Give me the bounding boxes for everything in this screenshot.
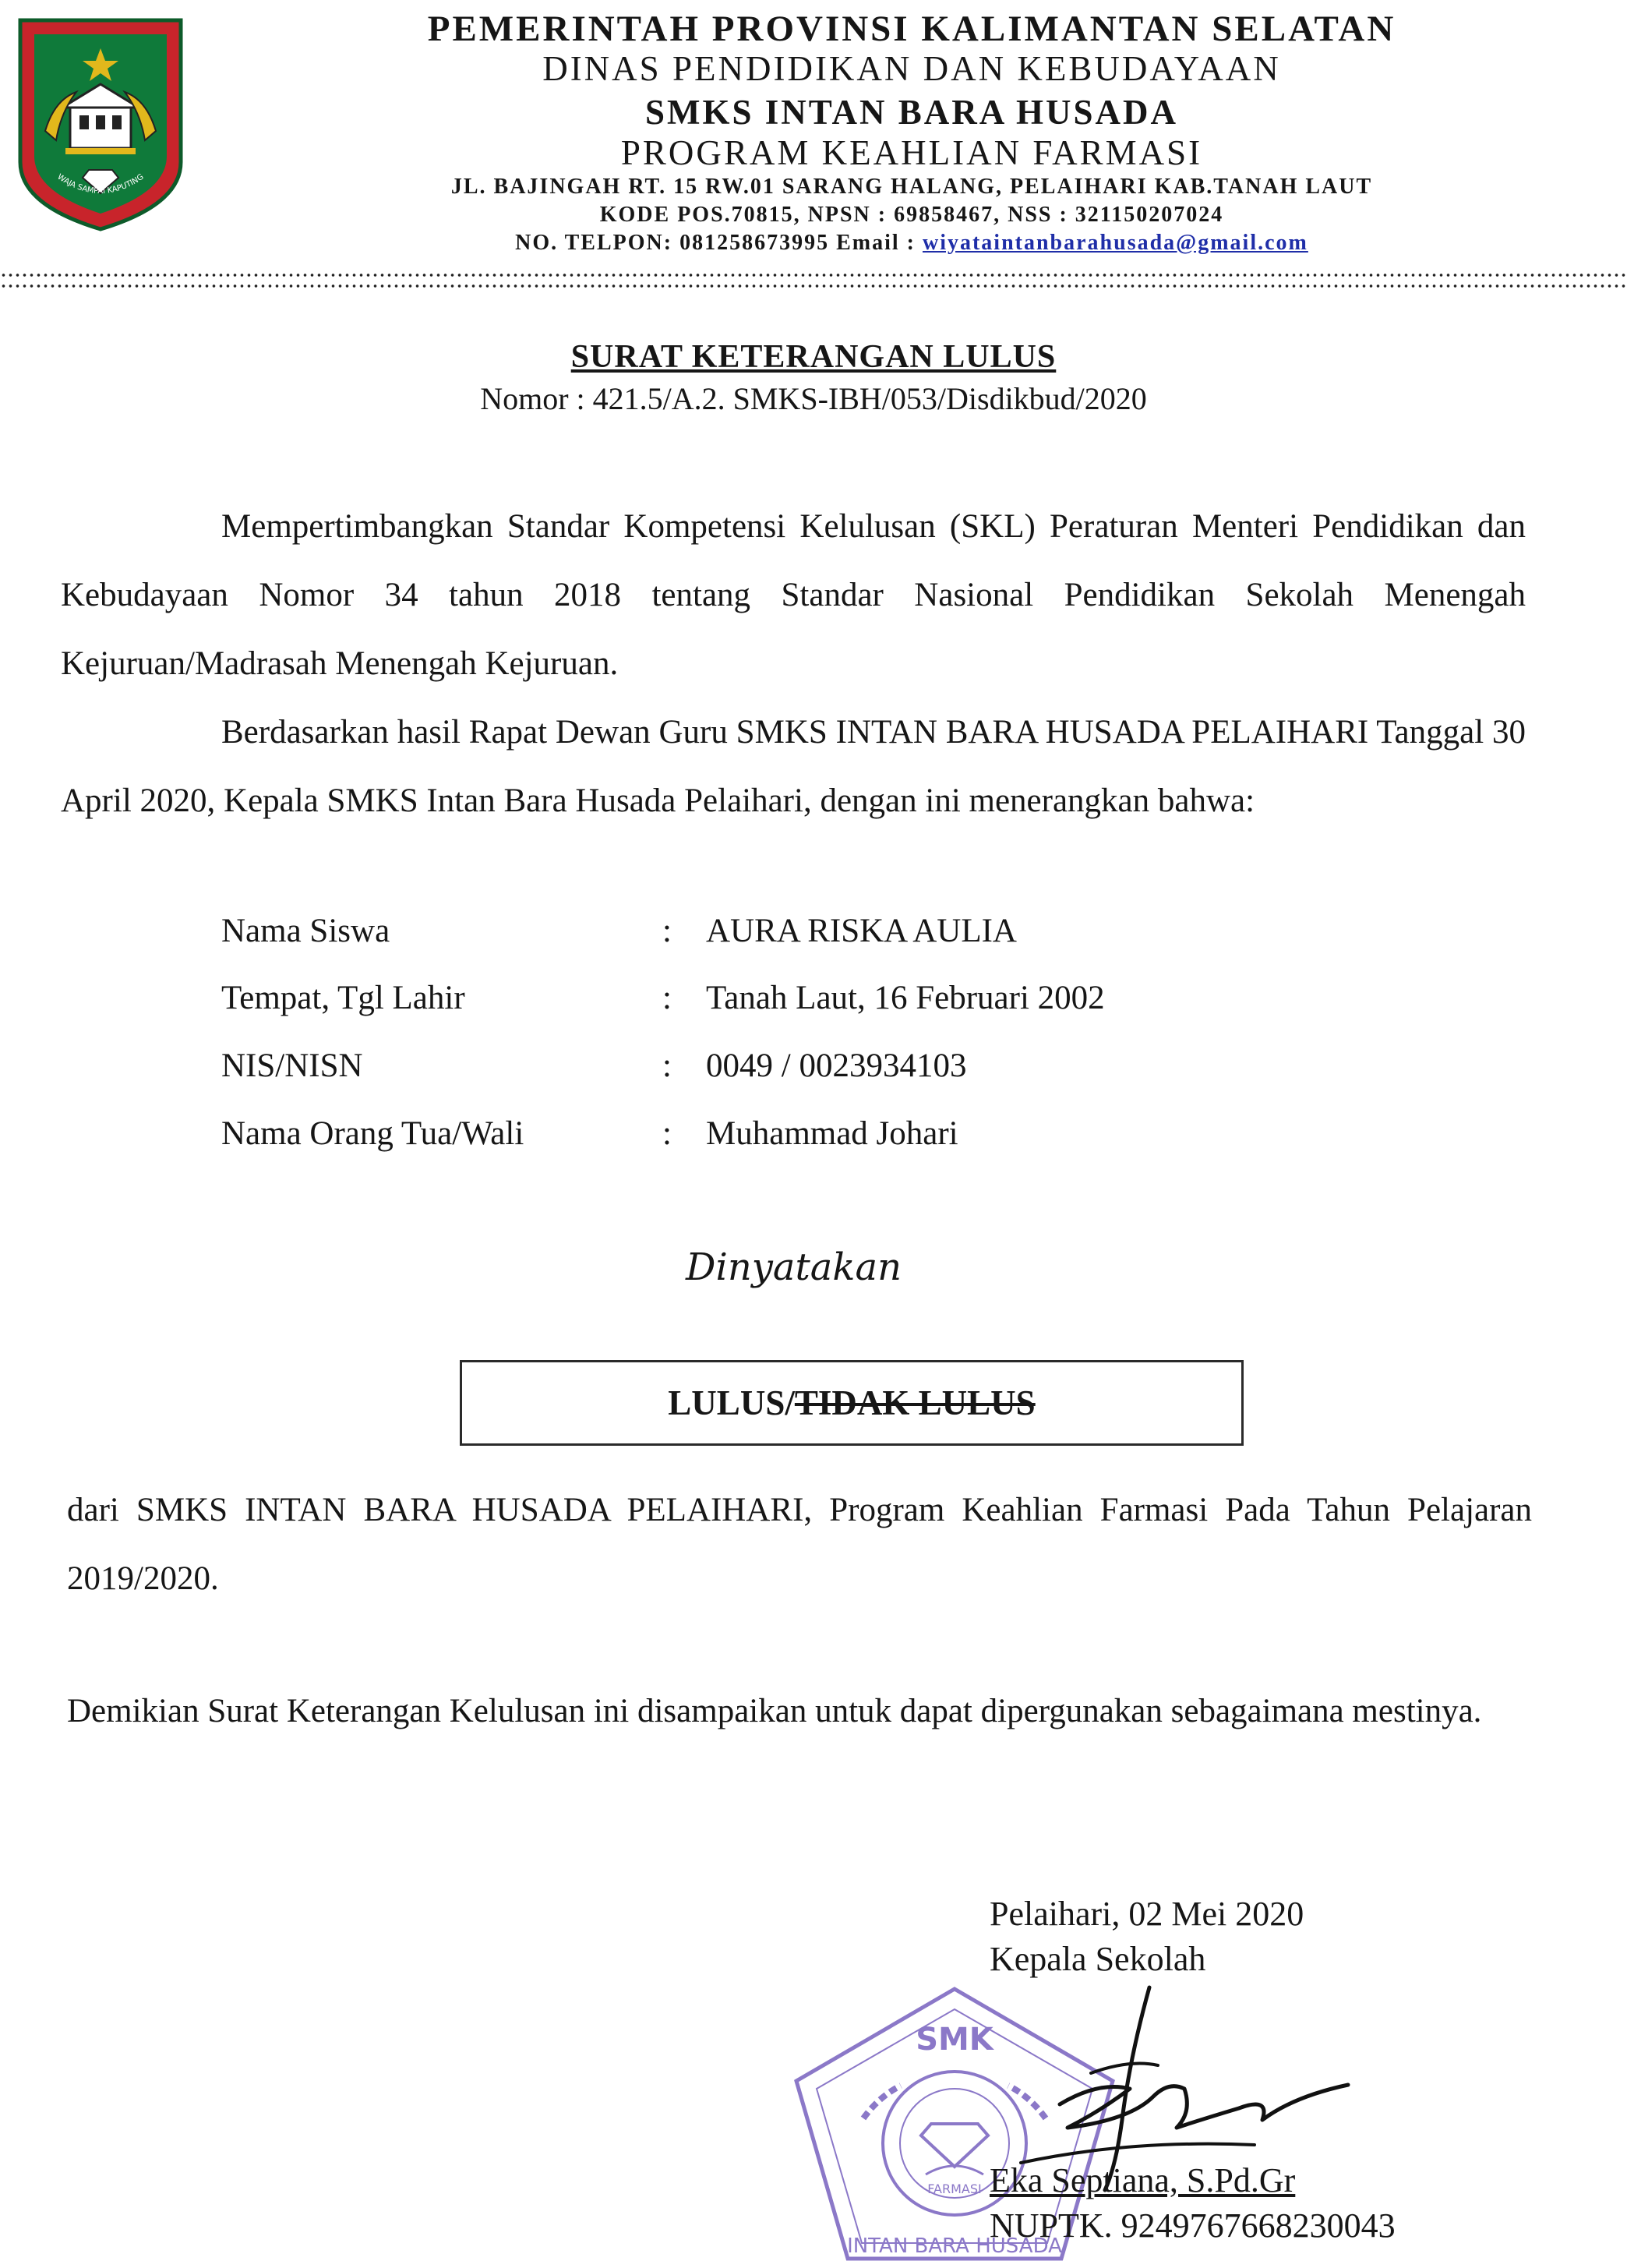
letterhead-contact — [296, 231, 1527, 256]
declared-heading: Dinyatakan — [686, 1245, 902, 1289]
letterhead-program: PROGRAM KEAHLIAN FARMASI — [620, 133, 1203, 172]
status-fail-struck: TIDAK LULUS — [794, 1383, 1036, 1422]
paragraph-closing: Demikian Surat Keterangan Kelulusan ini disampaikan untuk dapat dipergunakan sebagaimana mestinya. — [67, 1693, 1482, 1729]
letterhead-school: SMKS INTAN BARA HUSADA — [644, 93, 1178, 132]
place-date: Pelaihari, 02 Mei 2020 — [990, 1895, 1304, 1933]
student-nis-colon: : — [662, 1047, 672, 1084]
email-link[interactable]: wiyataintanbarahusada@gmail.com — [922, 231, 1308, 255]
letterhead-address: JL. BAJINGAH RT. 15 RW.01 SARANG HALANG, PELAIHARI KAB.TANAH LAUT — [450, 175, 1373, 199]
signer-name: Eka Septiana, S.Pd.Gr — [990, 2161, 1296, 2199]
paragraph-consideration: Mempertimbangkan Standar Kompetensi Kelulusan (SKL) Peraturan Menteri Pendidikan dan Kebudayaan Nomor 34 tahun 2018 tentang Standar Nasional Pendidikan Sekolah Menengah Kejuruan/Madrasah Menengah Kejuruan. — [61, 508, 1526, 682]
signer-position: Kepala Sekolah — [990, 1940, 1206, 1978]
student-birth-colon: : — [662, 980, 672, 1016]
graduation-status-box — [460, 1360, 1244, 1446]
letter-number: Nomor : 421.5/A.2. SMKS-IBH/053/Disdikbud/2020 — [480, 381, 1147, 416]
student-birth-value: Tanah Laut, 16 Februari 2002 — [706, 980, 1105, 1016]
logo-motto: WAJA SAMPAI KAPUTING — [55, 172, 146, 196]
province-logo — [14, 14, 187, 234]
student-parent-label: Nama Orang Tua/Wali — [221, 1115, 524, 1152]
letter-title: SURAT KETERANGAN LULUS — [570, 339, 1057, 375]
student-name-colon: : — [662, 913, 672, 949]
student-parent-colon: : — [662, 1115, 672, 1152]
stamp-mid-text: FARMASI — [927, 2181, 982, 2196]
signer-nuptk: NUPTK. 9249767668230043 — [990, 2206, 1396, 2245]
stamp-diamond-icon — [921, 2124, 988, 2167]
student-nis-label: NIS/NISN — [221, 1047, 363, 1084]
paragraph-basis: Berdasarkan hasil Rapat Dewan Guru SMKS INTAN BARA HUSADA PELAIHARI Tanggal 30 April 2020, Kepala SMKS Intan Bara Husada Pelaihari, dengan ini menerangkan bahwa: — [61, 714, 1526, 819]
letterhead-government: PEMERINTAH PROVINSI KALIMANTAN SELATAN — [427, 9, 1396, 49]
paragraph-program: dari SMKS INTAN BARA HUSADA PELAIHARI, Program Keahlian Farmasi Pada Tahun Pelajaran 2019/2020. — [67, 1492, 1532, 1597]
letterhead-divider-top — [0, 273, 1627, 277]
student-name-value: AURA RISKA AULIA — [706, 913, 1017, 949]
stamp-top-text: SMK — [916, 2022, 993, 2058]
letterhead-codes: KODE POS.70815, NPSN : 69858467, NSS : 321150207024 — [599, 203, 1224, 227]
student-birth-label: Tempat, Tgl Lahir — [221, 980, 465, 1016]
status-pass: LULUS/ — [668, 1383, 795, 1422]
student-name-label: Nama Siswa — [221, 913, 390, 949]
student-nis-value: 0049 / 0023934103 — [706, 1047, 967, 1084]
stamp-bottom-text: INTAN BARA HUSADA — [847, 2234, 1062, 2258]
letterhead-phone: NO. TELPON: 081258673995 — [515, 231, 830, 255]
letterhead-divider-bottom — [0, 284, 1627, 288]
letterhead-department: DINAS PENDIDIKAN DAN KEBUDAYAAN — [542, 49, 1281, 88]
student-parent-value: Muhammad Johari — [706, 1115, 958, 1152]
email-label: Email : — [836, 231, 916, 255]
